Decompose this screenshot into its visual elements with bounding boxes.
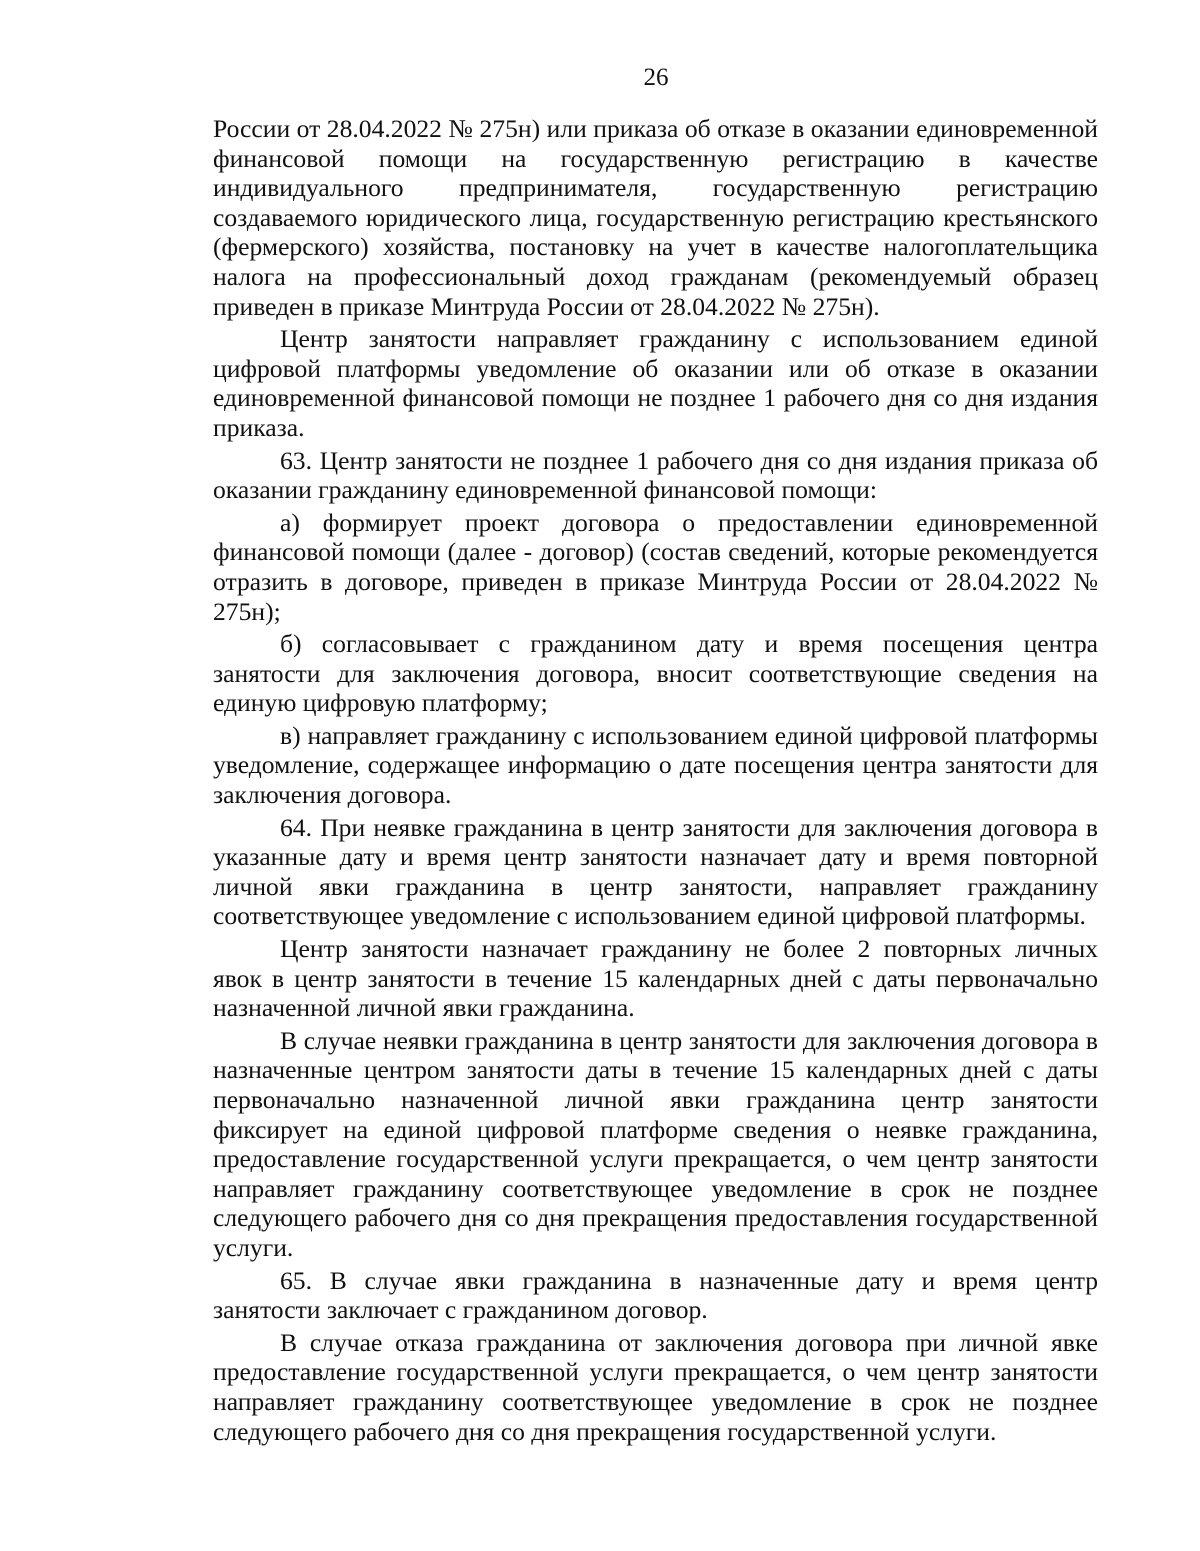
document-body (213, 114, 1098, 1449)
paragraph-item-65: 65. В случае явки гражданина в назначенные дату и время центр занятости заключает с гражданином договор. (213, 1265, 1098, 1325)
paragraph-item-63-a: а) формирует проект договора о предоставлении единовременной финансовой помощи (далее - договор) (состав сведений, которые рекомендуется отразить в договоре, приведен в приказе Минтруда России от 28.04.2022 № 275н); (213, 507, 1098, 626)
paragraph-item-63-b: б) согласовывает с гражданином дату и время посещения центра занятости для заключения договора, вносит соответствующие сведения на единую цифровую платформу; (213, 629, 1098, 718)
paragraph-continuation: России от 28.04.2022 № 275н) или приказа об отказе в оказании единовременной финансовой помощи на государственную регистрацию в качестве индивидуального предпринимателя, государственную регистрацию создаваемого юридического лица, государственную регистрацию крестьянского (фермерского) хозяйства, постановку на учет в качестве налогоплательщика налога на профессиональный доход гражданам (рекомендуемый образец приведен в приказе Минтруда России от 28.04.2022 № 275н). (213, 114, 1098, 321)
paragraph-notification: Центр занятости направляет гражданину с использованием единой цифровой платформы уведомление об оказании или об отказе в оказании единовременной финансовой помощи не позднее 1 рабочего дня со дня издания приказа. (213, 324, 1098, 442)
paragraph-item-63-v: в) направляет гражданину с использованием единой цифровой платформы уведомление, содержащее информацию о дате посещения центра занятости для заключения договора. (213, 720, 1098, 810)
paragraph-refusal: В случае отказа гражданина от заключения договора при личной явке предоставление государственной услуги прекращается, о чем центр занятости направляет гражданину соответствующее уведомление в срок не позднее следующего рабочего дня со дня прекращения государственной услуги. (213, 1327, 1098, 1446)
page-number: 26 (643, 64, 669, 91)
paragraph-item-63: 63. Центр занятости не позднее 1 рабочего дня со дня издания приказа об оказании гражданину единовременной финансовой помощи: (213, 445, 1098, 505)
paragraph-item-64: 64. При неявке гражданина в центр занятости для заключения договора в указанные дату и время центр занятости назначает дату и время повторной личной явки гражданина в центр занятости, направляет гражданину соответствующее уведомление с использованием единой цифровой платформы. (213, 812, 1098, 931)
paragraph-repeat-visits: Центр занятости назначает гражданину не более 2 повторных личных явок в центр занятости в течение 15 календарных дней с даты первоначально назначенной личной явки гражданина. (213, 934, 1098, 1023)
paragraph-non-appearance: В случае неявки гражданина в центр занятости для заключения договора в назначенные центром занятости даты в течение 15 календарных дней с даты первоначально назначенной личной явки гражданина центр занятости фиксирует на единой цифровой платформе сведения о неявке гражданина, предоставление государственной услуги прекращается, о чем центр занятости направляет гражданину соответствующее уведомление в срок не позднее следующего рабочего дня со дня прекращения предоставления государственной услуги. (213, 1025, 1098, 1262)
